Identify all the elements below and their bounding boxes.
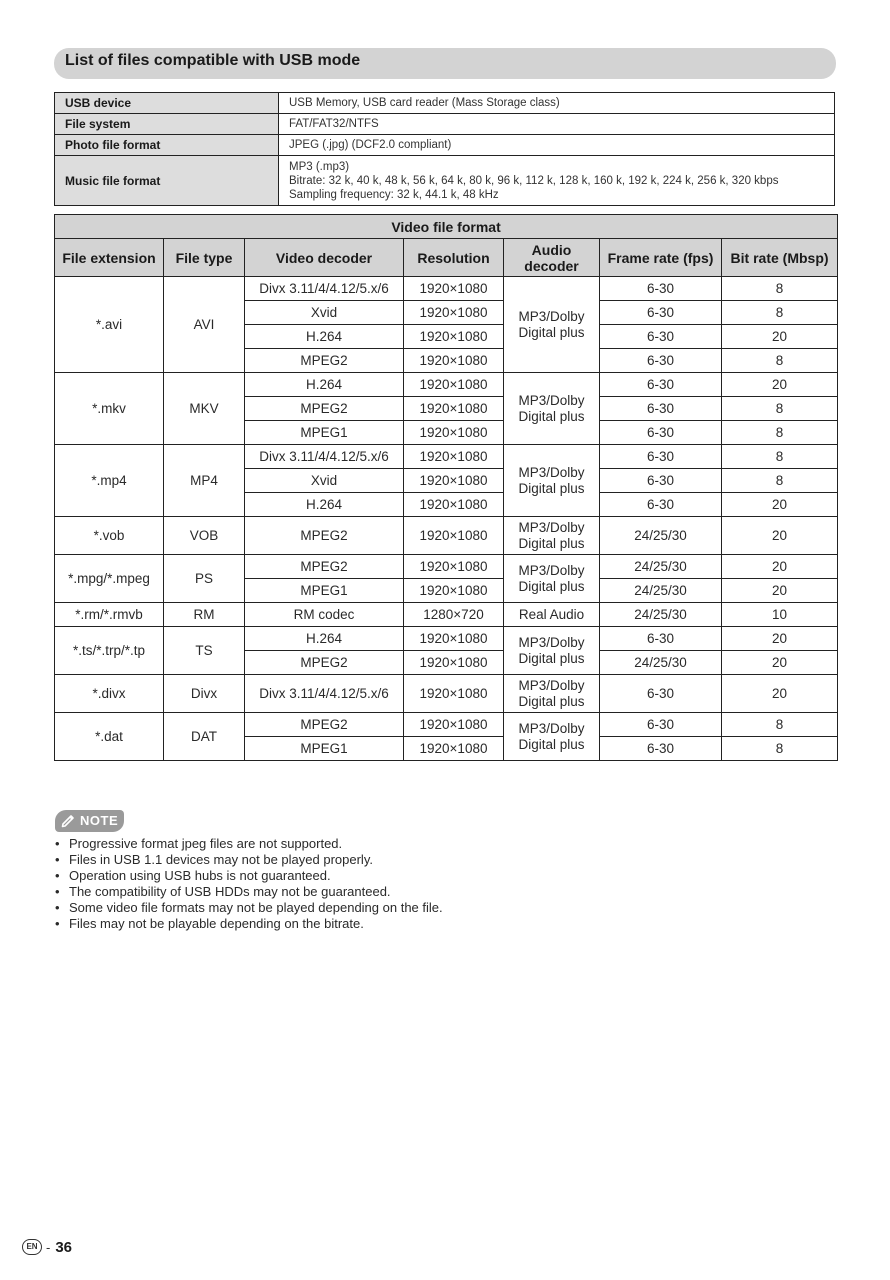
video-decoder-cell: H.264 [245, 373, 404, 397]
frame-rate-cell: 24/25/30 [600, 579, 722, 603]
resolution-cell: 1920×1080 [404, 469, 504, 493]
resolution-cell: 1920×1080 [404, 627, 504, 651]
bit-rate-cell: 8 [722, 421, 838, 445]
page-separator: - [46, 1239, 51, 1255]
frame-rate-cell: 24/25/30 [600, 651, 722, 675]
language-mark: EN [22, 1239, 42, 1255]
video-decoder-cell: Divx 3.11/4/4.12/5.x/6 [245, 445, 404, 469]
page-number: 36 [55, 1238, 73, 1256]
frame-rate-cell: 6-30 [600, 325, 722, 349]
bit-rate-cell: 20 [722, 579, 838, 603]
video-decoder-cell: Xvid [245, 469, 404, 493]
note-label: NOTE [80, 813, 119, 828]
resolution-cell: 1920×1080 [404, 397, 504, 421]
column-header: Video decoder [245, 239, 404, 277]
frame-rate-cell: 24/25/30 [600, 603, 722, 627]
bit-rate-cell: 8 [722, 469, 838, 493]
bit-rate-cell: 8 [722, 445, 838, 469]
note-item: • Progressive format jpeg files are not supported. [54, 836, 654, 852]
resolution-cell: 1920×1080 [404, 651, 504, 675]
bit-rate-cell: 20 [722, 675, 838, 713]
resolution-cell: 1920×1080 [404, 675, 504, 713]
section-title: List of files compatible with USB mode [65, 52, 361, 69]
resolution-cell: 1920×1080 [404, 301, 504, 325]
file-type-cell: MP4 [164, 445, 245, 517]
note-item: • Some video file formats may not be played depending on the file. [54, 900, 654, 916]
resolution-cell: 1920×1080 [404, 517, 504, 555]
file-extension-cell: *.dat [55, 713, 164, 761]
spec-row [55, 93, 835, 114]
spec-value-line: Sampling frequency: 32 k, 44.1 k, 48 kHz [289, 188, 499, 201]
page-footer [22, 1237, 72, 1257]
bit-rate-cell: 20 [722, 555, 838, 579]
column-header: Audio decoder [504, 239, 600, 277]
spec-value-line: FAT/FAT32/NTFS [289, 118, 379, 130]
spec-value [279, 135, 835, 156]
table-row [55, 373, 838, 397]
resolution-cell: 1920×1080 [404, 445, 504, 469]
audio-decoder-cell: MP3/Dolby Digital plus [504, 277, 600, 373]
spec-value [279, 156, 835, 206]
frame-rate-cell: 6-30 [600, 277, 722, 301]
file-type-cell: AVI [164, 277, 245, 373]
bit-rate-cell: 10 [722, 603, 838, 627]
bit-rate-cell: 8 [722, 397, 838, 421]
video-decoder-cell: MPEG2 [245, 713, 404, 737]
table-row [55, 445, 838, 469]
note-badge [55, 810, 124, 832]
video-format-table [54, 214, 838, 761]
audio-decoder-cell: MP3/Dolby Digital plus [504, 555, 600, 603]
column-header: Frame rate (fps) [600, 239, 722, 277]
spec-value-line: Bitrate: 32 k, 40 k, 48 k, 56 k, 64 k, 80 k, 96 k, 112 k, 128 k, 160 k, 192 k, 224 k, 256 k, 320 kbps [289, 174, 779, 187]
audio-decoder-cell: MP3/Dolby Digital plus [504, 675, 600, 713]
note-item: • Files may not be playable depending on the bitrate. [54, 916, 654, 932]
bit-rate-cell: 20 [722, 325, 838, 349]
bit-rate-cell: 20 [722, 493, 838, 517]
video-decoder-cell: MPEG1 [245, 737, 404, 761]
frame-rate-cell: 6-30 [600, 627, 722, 651]
file-extension-cell: *.divx [55, 675, 164, 713]
frame-rate-cell: 6-30 [600, 469, 722, 493]
resolution-cell: 1920×1080 [404, 579, 504, 603]
video-decoder-cell: H.264 [245, 493, 404, 517]
audio-decoder-cell: MP3/Dolby Digital plus [504, 373, 600, 445]
spec-row [55, 156, 835, 206]
resolution-cell: 1920×1080 [404, 737, 504, 761]
file-type-cell: VOB [164, 517, 245, 555]
spec-row [55, 114, 835, 135]
frame-rate-cell: 6-30 [600, 421, 722, 445]
file-type-cell: DAT [164, 713, 245, 761]
column-header: Bit rate (Mbsp) [722, 239, 838, 277]
audio-decoder-cell: MP3/Dolby Digital plus [504, 517, 600, 555]
spec-key: Photo file format [55, 135, 279, 156]
file-type-cell: MKV [164, 373, 245, 445]
section-title-bar [54, 48, 836, 79]
note-list [54, 836, 654, 932]
bit-rate-cell: 8 [722, 277, 838, 301]
spec-value-line: MP3 (.mp3) [289, 160, 350, 173]
column-header: File extension [55, 239, 164, 277]
table-row [55, 517, 838, 555]
resolution-cell: 1280×720 [404, 603, 504, 627]
video-decoder-cell: Divx 3.11/4/4.12/5.x/6 [245, 675, 404, 713]
resolution-cell: 1920×1080 [404, 421, 504, 445]
spec-key: File system [55, 114, 279, 135]
frame-rate-cell: 6-30 [600, 445, 722, 469]
file-extension-cell: *.ts/*.trp/*.tp [55, 627, 164, 675]
file-extension-cell: *.vob [55, 517, 164, 555]
frame-rate-cell: 6-30 [600, 301, 722, 325]
video-decoder-cell: H.264 [245, 325, 404, 349]
audio-decoder-cell: MP3/Dolby Digital plus [504, 627, 600, 675]
video-decoder-cell: MPEG2 [245, 555, 404, 579]
usb-spec-table [54, 92, 835, 206]
spec-key: Music file format [55, 156, 279, 206]
bit-rate-cell: 20 [722, 373, 838, 397]
resolution-cell: 1920×1080 [404, 349, 504, 373]
spec-row [55, 135, 835, 156]
spec-value-line: JPEG (.jpg) (DCF2.0 compliant) [289, 139, 452, 151]
file-extension-cell: *.mkv [55, 373, 164, 445]
frame-rate-cell: 6-30 [600, 713, 722, 737]
frame-rate-cell: 6-30 [600, 397, 722, 421]
file-extension-cell: *.rm/*.rmvb [55, 603, 164, 627]
frame-rate-cell: 24/25/30 [600, 555, 722, 579]
video-decoder-cell: MPEG2 [245, 517, 404, 555]
spec-value-line: USB Memory, USB card reader (Mass Storage class) [289, 97, 560, 109]
audio-decoder-cell: Real Audio [504, 603, 600, 627]
table-row [55, 675, 838, 713]
video-table-caption: Video file format [55, 215, 838, 239]
file-extension-cell: *.mp4 [55, 445, 164, 517]
file-extension-cell: *.avi [55, 277, 164, 373]
note-item: • The compatibility of USB HDDs may not be guaranteed. [54, 884, 654, 900]
frame-rate-cell: 6-30 [600, 737, 722, 761]
bit-rate-cell: 20 [722, 651, 838, 675]
audio-decoder-cell: MP3/Dolby Digital plus [504, 445, 600, 517]
frame-rate-cell: 6-30 [600, 675, 722, 713]
bit-rate-cell: 20 [722, 517, 838, 555]
table-row [55, 713, 838, 737]
frame-rate-cell: 24/25/30 [600, 517, 722, 555]
video-decoder-cell: RM codec [245, 603, 404, 627]
video-decoder-cell: H.264 [245, 627, 404, 651]
spec-value [279, 93, 835, 114]
bit-rate-cell: 8 [722, 713, 838, 737]
table-row [55, 627, 838, 651]
resolution-cell: 1920×1080 [404, 277, 504, 301]
note-item: • Operation using USB hubs is not guaranteed. [54, 868, 654, 884]
resolution-cell: 1920×1080 [404, 713, 504, 737]
resolution-cell: 1920×1080 [404, 555, 504, 579]
resolution-cell: 1920×1080 [404, 373, 504, 397]
file-type-cell: TS [164, 627, 245, 675]
table-row [55, 277, 838, 301]
bit-rate-cell: 8 [722, 349, 838, 373]
frame-rate-cell: 6-30 [600, 493, 722, 517]
video-decoder-cell: MPEG1 [245, 579, 404, 603]
frame-rate-cell: 6-30 [600, 373, 722, 397]
video-decoder-cell: Xvid [245, 301, 404, 325]
video-decoder-cell: MPEG2 [245, 651, 404, 675]
table-row [55, 603, 838, 627]
bit-rate-cell: 8 [722, 737, 838, 761]
spec-value [279, 114, 835, 135]
file-type-cell: RM [164, 603, 245, 627]
file-type-cell: PS [164, 555, 245, 603]
video-decoder-cell: MPEG2 [245, 397, 404, 421]
bit-rate-cell: 8 [722, 301, 838, 325]
resolution-cell: 1920×1080 [404, 493, 504, 517]
resolution-cell: 1920×1080 [404, 325, 504, 349]
audio-decoder-cell: MP3/Dolby Digital plus [504, 713, 600, 761]
spec-key: USB device [55, 93, 279, 114]
table-row [55, 555, 838, 579]
video-decoder-cell: Divx 3.11/4/4.12/5.x/6 [245, 277, 404, 301]
video-decoder-cell: MPEG1 [245, 421, 404, 445]
bit-rate-cell: 20 [722, 627, 838, 651]
file-type-cell: Divx [164, 675, 245, 713]
column-header: File type [164, 239, 245, 277]
pencil-icon [60, 812, 76, 828]
video-decoder-cell: MPEG2 [245, 349, 404, 373]
column-header: Resolution [404, 239, 504, 277]
note-item: • Files in USB 1.1 devices may not be played properly. [54, 852, 654, 868]
frame-rate-cell: 6-30 [600, 349, 722, 373]
file-extension-cell: *.mpg/*.mpeg [55, 555, 164, 603]
